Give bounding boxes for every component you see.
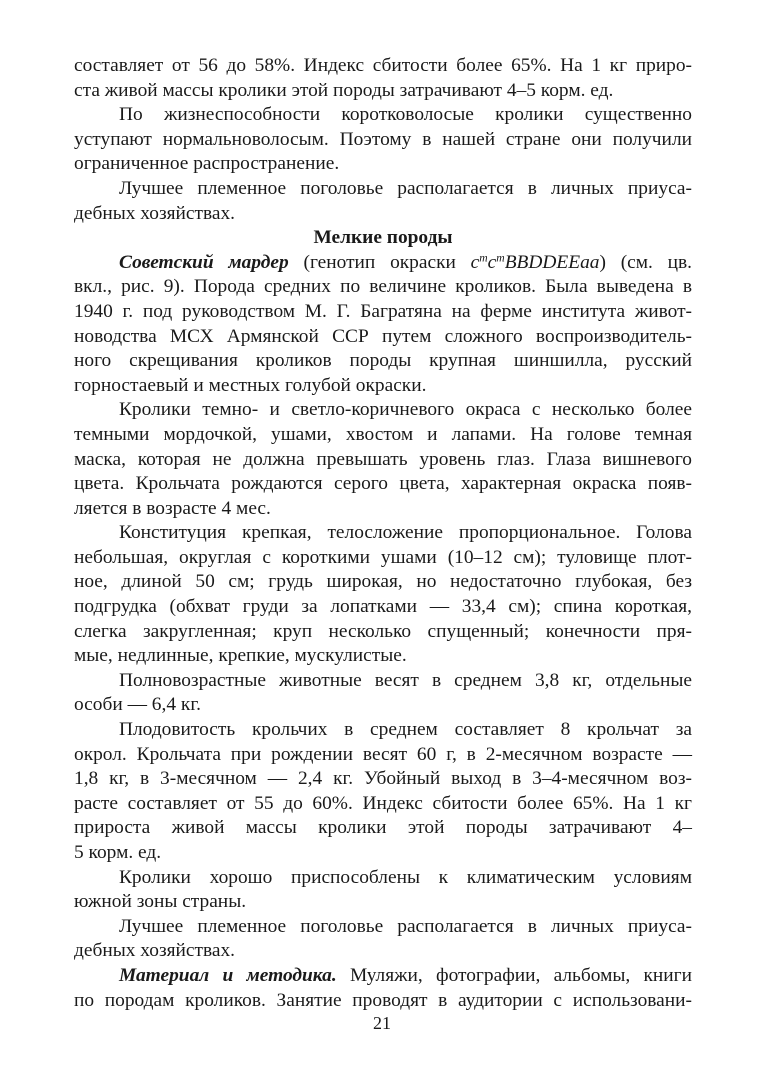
text-line: темными мордочкой, ушами, хвостом и лапами. На голове темная [74, 423, 692, 445]
text-line: Лучшее племенное поголовье располагается в личных приуса- [119, 915, 692, 937]
breed-text-before: (генотип окраски [288, 251, 471, 273]
text-line: составляет от 56 до 58%. Индекс сбитости более 65%. На 1 кг приро- [74, 55, 692, 76]
text-line: по породам кроликов. Занятие проводят в аудитории с использовани- [74, 989, 692, 1011]
text-line: слегка закругленная; круп несколько спущенный; конечности пря- [74, 620, 692, 642]
text-line: Кролики темно- и светло-коричневого окраса с несколько более [119, 399, 692, 421]
section-heading: Мелкие породы [313, 227, 453, 249]
text-line: южной зоны страны. [74, 891, 247, 913]
text-line: ное, длиной 50 см; грудь широкая, но недостаточно глубокая, без [74, 571, 692, 593]
text-line: 1,8 кг, в 3-месячном — 2,4 кг. Убойный выход в 3–4-месячном воз- [74, 768, 692, 790]
text-line: Плодовитость крольчих в среднем составляет 8 крольчат за [119, 719, 692, 741]
document-page [74, 54, 692, 1013]
text-line: ста живой массы кролики этой породы затрачивают 4–5 корм. ед. [74, 79, 614, 101]
text-line: Кролики хорошо приспособлены к климатическим условиям [119, 866, 692, 888]
text-line: По жизнеспособности коротковолосые кролики существенно [119, 104, 692, 126]
text-line: дебных хозяйствах. [74, 202, 236, 224]
text-line: 1940 г. под руководством М. Г. Багратяна на ферме института живот- [74, 300, 692, 322]
genotype-rest: BBDDEEaa [504, 251, 600, 273]
text-line: подгрудка (обхват груди за лопатками — 33,4 см); спина короткая, [74, 596, 692, 618]
text-line: ляется в возрасте 4 мес. [74, 497, 271, 519]
breed-intro-line [74, 251, 692, 276]
genotype-superscript: m [496, 251, 505, 265]
page-number: 21 [373, 1013, 391, 1033]
text-line: Конституция крепкая, телосложение пропорциональное. Голова [119, 522, 692, 544]
method-line [74, 964, 692, 989]
text-line: 5 корм. ед. [74, 842, 162, 863]
method-text: Муляжи, фотографии, альбомы, книги [336, 964, 692, 986]
text-line: Лучшее племенное поголовье располагается в личных приуса- [119, 177, 692, 199]
text-line: ограниченное распространение. [74, 153, 340, 175]
text-line: Полновозрастные животные весят в среднем 3,8 кг, отдельные [119, 669, 692, 691]
text-line: прироста живой массы кролики этой породы затрачивают 4– [74, 817, 692, 839]
method-title: Материал и методика. [119, 964, 337, 986]
text-line: маска, которая не должна превышать уровень глаз. Глаза вишневого [74, 448, 692, 470]
text-line: дебных хозяйствах. [74, 940, 236, 962]
text-line: уступают нормальноволосым. Поэтому в нашей стране они получили [74, 128, 692, 150]
text-line: особи — 6,4 кг. [74, 694, 201, 716]
text-line: расте составляет от 55 до 60%. Индекс сбитости более 65%. На 1 кг [74, 792, 692, 814]
breed-name: Советский мардер [119, 251, 289, 273]
text-line: горностаевый и местных голубой окраски. [74, 374, 427, 396]
text-line: ного скрещивания кроликов породы крупная шиншилла, русский [74, 350, 692, 372]
breed-text-after: ) (см. цв. [599, 251, 693, 273]
text-line: цвета. Крольчата рождаются серого цвета, характерная окраска появ- [74, 473, 692, 495]
genotype-formula [471, 252, 600, 273]
genotype-symbol: c [470, 251, 480, 273]
text-line: небольшая, округлая с короткими ушами (10–12 см); туловище плот- [74, 546, 692, 568]
text-line: окрол. Крольчата при рождении весят 60 г, в 2-месячном возрасте — [74, 743, 692, 765]
genotype-symbol: c [487, 251, 497, 273]
genotype-superscript: m [479, 251, 488, 265]
text-line: мые, недлинные, крепкие, мускулистые. [74, 645, 407, 667]
text-line: новодства МСХ Армянской ССР путем сложного воспроизводитель- [74, 325, 692, 347]
text-line: вкл., рис. 9). Порода средних по величине кроликов. Была выведена в [74, 276, 692, 298]
